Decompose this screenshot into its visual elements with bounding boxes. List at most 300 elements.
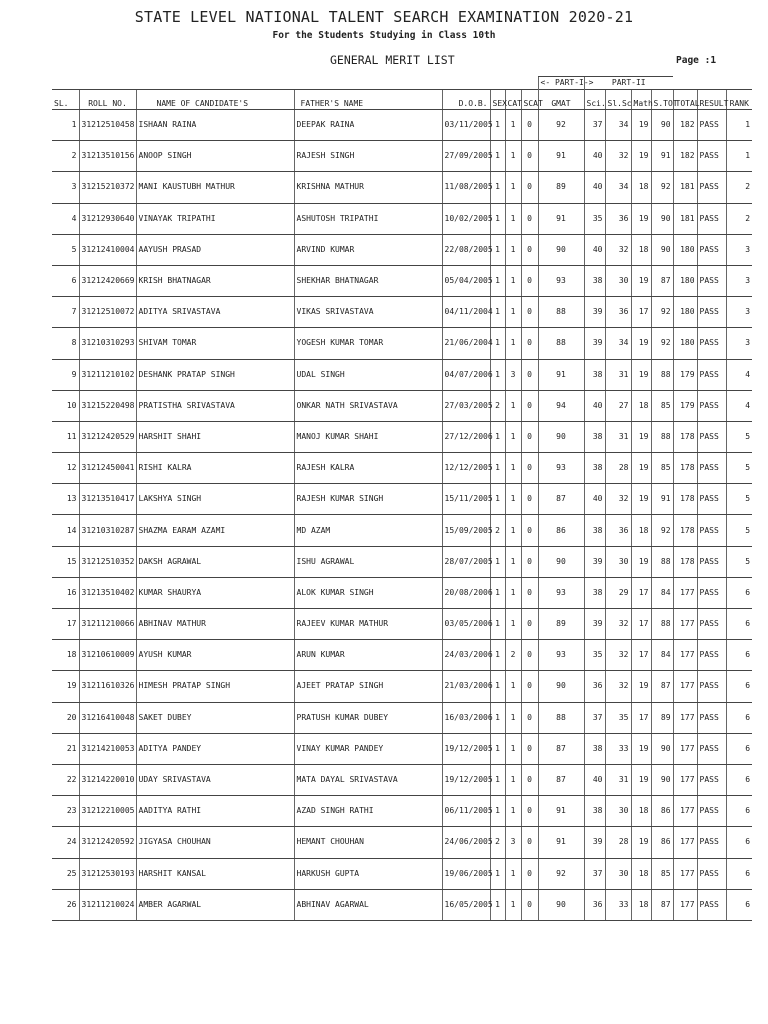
cell-cat: 1 <box>505 889 521 920</box>
cell-slsc: 31 <box>605 359 631 390</box>
table-row <box>52 453 752 484</box>
list-name: GENERAL MERIT LIST <box>330 53 455 67</box>
cell-scat: 0 <box>521 702 538 733</box>
cell-slsc: 32 <box>605 671 631 702</box>
cell-rank: 6 <box>726 577 752 608</box>
page-value: 1 <box>710 55 717 66</box>
cell-slsc: 31 <box>605 421 631 452</box>
cell-candidate-name: SHIVAM TOMAR <box>136 328 294 359</box>
cell-sl: 14 <box>52 515 79 546</box>
cell-sex: 1 <box>490 484 505 515</box>
table-row <box>52 297 752 328</box>
col-scat: SCAT <box>521 90 538 110</box>
cell-sl: 17 <box>52 609 79 640</box>
cell-gmat: 93 <box>538 265 584 296</box>
cell-sci: 38 <box>584 577 605 608</box>
cell-scat: 0 <box>521 421 538 452</box>
cell-cat: 3 <box>505 359 521 390</box>
cell-scat: 0 <box>521 889 538 920</box>
col-rank: RANK <box>726 90 752 110</box>
cell-stot: 87 <box>651 265 673 296</box>
cell-gmat: 91 <box>538 827 584 858</box>
cell-rank: 6 <box>726 640 752 671</box>
cell-sex: 1 <box>490 421 505 452</box>
cell-sl: 18 <box>52 640 79 671</box>
cell-stot: 87 <box>651 671 673 702</box>
cell-total: 179 <box>673 390 697 421</box>
cell-rank: 5 <box>726 515 752 546</box>
cell-rank: 5 <box>726 453 752 484</box>
cell-roll-no: 31212420592 <box>79 827 136 858</box>
cell-rank: 6 <box>726 796 752 827</box>
cell-gmat: 91 <box>538 203 584 234</box>
cell-dob: 27/12/2006 <box>442 421 490 452</box>
cell-total: 181 <box>673 172 697 203</box>
cell-sl: 4 <box>52 203 79 234</box>
cell-result: PASS <box>697 141 726 172</box>
cell-cat: 1 <box>505 453 521 484</box>
cell-slsc: 30 <box>605 265 631 296</box>
cell-scat: 0 <box>521 328 538 359</box>
cell-sex: 1 <box>490 609 505 640</box>
cell-scat: 0 <box>521 265 538 296</box>
cell-candidate-name: LAKSHYA SINGH <box>136 484 294 515</box>
cell-father-name: VINAY KUMAR PANDEY <box>294 733 442 764</box>
cell-sl: 22 <box>52 764 79 795</box>
cell-dob: 10/02/2005 <box>442 203 490 234</box>
col-sex: SEX <box>490 90 505 110</box>
cell-roll-no: 31211210024 <box>79 889 136 920</box>
cell-sci: 38 <box>584 796 605 827</box>
cell-stot: 84 <box>651 640 673 671</box>
cell-candidate-name: AADITYA RATHI <box>136 796 294 827</box>
cell-dob: 16/03/2006 <box>442 702 490 733</box>
cell-math: 19 <box>631 265 651 296</box>
cell-candidate-name: DESHANK PRATAP SINGH <box>136 359 294 390</box>
cell-result: PASS <box>697 671 726 702</box>
table-row <box>52 577 752 608</box>
cell-rank: 3 <box>726 265 752 296</box>
cell-sci: 37 <box>584 858 605 889</box>
table-body <box>52 110 752 921</box>
cell-result: PASS <box>697 796 726 827</box>
cell-rank: 6 <box>726 764 752 795</box>
cell-stot: 87 <box>651 889 673 920</box>
cell-father-name: ONKAR NATH SRIVASTAVA <box>294 390 442 421</box>
cell-stot: 88 <box>651 421 673 452</box>
cell-dob: 05/04/2005 <box>442 265 490 296</box>
cell-dob: 04/11/2004 <box>442 297 490 328</box>
cell-dob: 28/07/2005 <box>442 546 490 577</box>
col-result: RESULT <box>697 90 726 110</box>
cell-gmat: 90 <box>538 546 584 577</box>
cell-result: PASS <box>697 390 726 421</box>
cell-candidate-name: HIMESH PRATAP SINGH <box>136 671 294 702</box>
cell-gmat: 93 <box>538 577 584 608</box>
table-row <box>52 889 752 920</box>
cell-candidate-name: HARSHIT KANSAL <box>136 858 294 889</box>
cell-candidate-name: ANOOP SINGH <box>136 141 294 172</box>
table-row <box>52 858 752 889</box>
cell-total: 177 <box>673 796 697 827</box>
table-row <box>52 702 752 733</box>
cell-result: PASS <box>697 764 726 795</box>
col-name: NAME OF CANDIDATE'S <box>136 90 294 110</box>
cell-sci: 35 <box>584 640 605 671</box>
cell-dob: 21/03/2006 <box>442 671 490 702</box>
cell-math: 19 <box>631 671 651 702</box>
page-number <box>676 55 716 66</box>
cell-sci: 40 <box>584 141 605 172</box>
cell-result: PASS <box>697 172 726 203</box>
cell-gmat: 88 <box>538 297 584 328</box>
cell-roll-no: 31212510458 <box>79 110 136 141</box>
cell-sci: 38 <box>584 359 605 390</box>
cell-gmat: 88 <box>538 702 584 733</box>
cell-result: PASS <box>697 546 726 577</box>
cell-scat: 0 <box>521 671 538 702</box>
cell-slsc: 28 <box>605 827 631 858</box>
cell-dob: 03/11/2005 <box>442 110 490 141</box>
cell-candidate-name: RISHI KALRA <box>136 453 294 484</box>
cell-result: PASS <box>697 733 726 764</box>
cell-sci: 39 <box>584 827 605 858</box>
cell-roll-no: 31213510402 <box>79 577 136 608</box>
cell-sex: 1 <box>490 764 505 795</box>
cell-father-name: HARKUSH GUPTA <box>294 858 442 889</box>
cell-result: PASS <box>697 484 726 515</box>
cell-gmat: 87 <box>538 484 584 515</box>
cell-math: 19 <box>631 421 651 452</box>
cell-sex: 1 <box>490 328 505 359</box>
table-row <box>52 172 752 203</box>
cell-father-name: AZAD SINGH RATHI <box>294 796 442 827</box>
cell-roll-no: 31212510072 <box>79 297 136 328</box>
cell-father-name: ASHUTOSH TRIPATHI <box>294 203 442 234</box>
cell-scat: 0 <box>521 203 538 234</box>
cell-sci: 40 <box>584 484 605 515</box>
cell-gmat: 90 <box>538 889 584 920</box>
cell-slsc: 34 <box>605 172 631 203</box>
cell-stot: 84 <box>651 577 673 608</box>
cell-sex: 2 <box>490 390 505 421</box>
cell-slsc: 32 <box>605 609 631 640</box>
cell-candidate-name: ISHAAN RAINA <box>136 110 294 141</box>
cell-candidate-name: SHAZMA EARAM AZAMI <box>136 515 294 546</box>
cell-total: 180 <box>673 234 697 265</box>
table-row <box>52 141 752 172</box>
cell-total: 177 <box>673 609 697 640</box>
table-header <box>52 77 752 110</box>
cell-sl: 6 <box>52 265 79 296</box>
cell-candidate-name: HARSHIT SHAHI <box>136 421 294 452</box>
cell-dob: 19/06/2005 <box>442 858 490 889</box>
cell-sex: 1 <box>490 858 505 889</box>
cell-stot: 86 <box>651 827 673 858</box>
cell-sci: 39 <box>584 297 605 328</box>
cell-cat: 1 <box>505 484 521 515</box>
cell-stot: 90 <box>651 764 673 795</box>
cell-slsc: 28 <box>605 453 631 484</box>
cell-slsc: 33 <box>605 733 631 764</box>
cell-stot: 85 <box>651 858 673 889</box>
cell-stot: 91 <box>651 484 673 515</box>
cell-math: 17 <box>631 297 651 328</box>
cell-stot: 89 <box>651 702 673 733</box>
cell-slsc: 31 <box>605 764 631 795</box>
cell-roll-no: 31212930640 <box>79 203 136 234</box>
table-row <box>52 234 752 265</box>
cell-sl: 24 <box>52 827 79 858</box>
cell-result: PASS <box>697 453 726 484</box>
cell-total: 177 <box>673 702 697 733</box>
cell-total: 177 <box>673 764 697 795</box>
cell-total: 177 <box>673 671 697 702</box>
cell-cat: 1 <box>505 609 521 640</box>
cell-slsc: 27 <box>605 390 631 421</box>
header-part2: PART-II <box>584 77 673 90</box>
cell-rank: 1 <box>726 110 752 141</box>
cell-sci: 37 <box>584 110 605 141</box>
cell-cat: 1 <box>505 733 521 764</box>
table-row <box>52 546 752 577</box>
col-sci: Sci. <box>584 90 605 110</box>
cell-dob: 16/05/2005 <box>442 889 490 920</box>
cell-sl: 12 <box>52 453 79 484</box>
col-sl: SL. <box>52 90 79 110</box>
cell-rank: 5 <box>726 546 752 577</box>
cell-result: PASS <box>697 609 726 640</box>
cell-candidate-name: AYUSH KUMAR <box>136 640 294 671</box>
cell-slsc: 32 <box>605 640 631 671</box>
cell-sex: 2 <box>490 827 505 858</box>
cell-cat: 1 <box>505 234 521 265</box>
cell-stot: 92 <box>651 328 673 359</box>
cell-total: 180 <box>673 297 697 328</box>
cell-roll-no: 31213510417 <box>79 484 136 515</box>
cell-sci: 35 <box>584 203 605 234</box>
cell-math: 19 <box>631 328 651 359</box>
cell-cat: 1 <box>505 390 521 421</box>
cell-sci: 40 <box>584 764 605 795</box>
cell-sl: 20 <box>52 702 79 733</box>
table-row <box>52 827 752 858</box>
cell-candidate-name: SAKET DUBEY <box>136 702 294 733</box>
cell-cat: 1 <box>505 265 521 296</box>
cell-roll-no: 31212450041 <box>79 453 136 484</box>
cell-sl: 21 <box>52 733 79 764</box>
cell-stot: 88 <box>651 609 673 640</box>
cell-rank: 6 <box>726 702 752 733</box>
cell-total: 177 <box>673 889 697 920</box>
cell-scat: 0 <box>521 484 538 515</box>
cell-roll-no: 31212420669 <box>79 265 136 296</box>
cell-sci: 36 <box>584 671 605 702</box>
cell-rank: 2 <box>726 172 752 203</box>
col-slsc: Sl.Sc. <box>605 90 631 110</box>
cell-scat: 0 <box>521 640 538 671</box>
cell-candidate-name: AAYUSH PRASAD <box>136 234 294 265</box>
cell-roll-no: 31215220498 <box>79 390 136 421</box>
cell-math: 17 <box>631 577 651 608</box>
cell-result: PASS <box>697 265 726 296</box>
cell-father-name: KRISHNA MATHUR <box>294 172 442 203</box>
cell-result: PASS <box>697 421 726 452</box>
cell-gmat: 92 <box>538 110 584 141</box>
cell-stot: 88 <box>651 359 673 390</box>
cell-scat: 0 <box>521 764 538 795</box>
cell-total: 177 <box>673 733 697 764</box>
cell-roll-no: 31211610326 <box>79 671 136 702</box>
cell-cat: 1 <box>505 328 521 359</box>
cell-sl: 9 <box>52 359 79 390</box>
cell-sl: 8 <box>52 328 79 359</box>
cell-sci: 38 <box>584 453 605 484</box>
cell-roll-no: 31210310287 <box>79 515 136 546</box>
page-label: Page : <box>676 55 711 66</box>
cell-sl: 25 <box>52 858 79 889</box>
cell-scat: 0 <box>521 141 538 172</box>
cell-father-name: ALOK KUMAR SINGH <box>294 577 442 608</box>
cell-candidate-name: ADITYA PANDEY <box>136 733 294 764</box>
cell-cat: 1 <box>505 858 521 889</box>
cell-scat: 0 <box>521 515 538 546</box>
cell-sci: 38 <box>584 265 605 296</box>
cell-math: 18 <box>631 889 651 920</box>
cell-candidate-name: ADITYA SRIVASTAVA <box>136 297 294 328</box>
cell-sex: 1 <box>490 733 505 764</box>
cell-dob: 21/06/2004 <box>442 328 490 359</box>
cell-math: 19 <box>631 827 651 858</box>
cell-rank: 3 <box>726 234 752 265</box>
col-total: TOTAL <box>673 90 697 110</box>
cell-cat: 1 <box>505 203 521 234</box>
cell-roll-no: 31216410048 <box>79 702 136 733</box>
cell-gmat: 91 <box>538 359 584 390</box>
cell-dob: 12/12/2005 <box>442 453 490 484</box>
cell-sex: 1 <box>490 577 505 608</box>
table-row <box>52 640 752 671</box>
cell-father-name: ISHU AGRAWAL <box>294 546 442 577</box>
cell-cat: 1 <box>505 141 521 172</box>
table-row <box>52 110 752 141</box>
cell-math: 19 <box>631 546 651 577</box>
cell-stot: 92 <box>651 172 673 203</box>
table-row <box>52 265 752 296</box>
cell-dob: 04/07/2006 <box>442 359 490 390</box>
cell-roll-no: 31212530193 <box>79 858 136 889</box>
cell-math: 19 <box>631 453 651 484</box>
cell-cat: 1 <box>505 671 521 702</box>
table-row <box>52 764 752 795</box>
cell-father-name: SHEKHAR BHATNAGAR <box>294 265 442 296</box>
cell-father-name: PRATUSH KUMAR DUBEY <box>294 702 442 733</box>
cell-slsc: 36 <box>605 203 631 234</box>
cell-dob: 11/08/2005 <box>442 172 490 203</box>
cell-cat: 1 <box>505 172 521 203</box>
table-row <box>52 609 752 640</box>
cell-sex: 1 <box>490 110 505 141</box>
cell-sl: 1 <box>52 110 79 141</box>
cell-slsc: 30 <box>605 858 631 889</box>
cell-math: 19 <box>631 484 651 515</box>
cell-gmat: 88 <box>538 328 584 359</box>
cell-math: 18 <box>631 172 651 203</box>
cell-cat: 1 <box>505 577 521 608</box>
cell-dob: 24/06/2005 <box>442 827 490 858</box>
cell-roll-no: 31214210053 <box>79 733 136 764</box>
cell-stot: 88 <box>651 546 673 577</box>
cell-sci: 39 <box>584 546 605 577</box>
table-row <box>52 390 752 421</box>
cell-scat: 0 <box>521 546 538 577</box>
cell-result: PASS <box>697 702 726 733</box>
cell-sl: 26 <box>52 889 79 920</box>
cell-rank: 6 <box>726 827 752 858</box>
cell-stot: 90 <box>651 733 673 764</box>
cell-dob: 19/12/2005 <box>442 764 490 795</box>
cell-gmat: 93 <box>538 453 584 484</box>
header-row <box>52 90 752 110</box>
cell-stot: 90 <box>651 110 673 141</box>
cell-slsc: 30 <box>605 796 631 827</box>
cell-sex: 1 <box>490 796 505 827</box>
cell-candidate-name: UDAY SRIVASTAVA <box>136 764 294 795</box>
cell-rank: 3 <box>726 328 752 359</box>
table-row <box>52 796 752 827</box>
header-group-row <box>52 77 752 90</box>
cell-math: 19 <box>631 359 651 390</box>
cell-roll-no: 31215210372 <box>79 172 136 203</box>
col-father: FATHER'S NAME <box>294 90 442 110</box>
cell-scat: 0 <box>521 110 538 141</box>
cell-gmat: 90 <box>538 421 584 452</box>
cell-father-name: YOGESH KUMAR TOMAR <box>294 328 442 359</box>
cell-candidate-name: ABHINAV MATHUR <box>136 609 294 640</box>
cell-father-name: VIKAS SRIVASTAVA <box>294 297 442 328</box>
cell-father-name: RAJEEV KUMAR MATHUR <box>294 609 442 640</box>
cell-slsc: 36 <box>605 297 631 328</box>
cell-cat: 1 <box>505 297 521 328</box>
cell-stot: 85 <box>651 390 673 421</box>
cell-scat: 0 <box>521 733 538 764</box>
cell-sci: 40 <box>584 172 605 203</box>
cell-dob: 20/08/2006 <box>442 577 490 608</box>
col-math: Math <box>631 90 651 110</box>
cell-math: 18 <box>631 234 651 265</box>
cell-stot: 85 <box>651 453 673 484</box>
cell-math: 18 <box>631 390 651 421</box>
cell-dob: 22/08/2005 <box>442 234 490 265</box>
cell-result: PASS <box>697 515 726 546</box>
cell-sci: 38 <box>584 421 605 452</box>
cell-scat: 0 <box>521 172 538 203</box>
cell-gmat: 86 <box>538 515 584 546</box>
cell-stot: 86 <box>651 796 673 827</box>
cell-gmat: 89 <box>538 609 584 640</box>
cell-dob: 03/05/2006 <box>442 609 490 640</box>
cell-roll-no: 31212410004 <box>79 234 136 265</box>
col-stot: S.TOT <box>651 90 673 110</box>
cell-total: 179 <box>673 359 697 390</box>
cell-result: PASS <box>697 858 726 889</box>
cell-cat: 3 <box>505 827 521 858</box>
cell-dob: 15/09/2005 <box>442 515 490 546</box>
cell-gmat: 87 <box>538 733 584 764</box>
cell-result: PASS <box>697 297 726 328</box>
cell-candidate-name: KRISH BHATNAGAR <box>136 265 294 296</box>
cell-candidate-name: MANI KAUSTUBH MATHUR <box>136 172 294 203</box>
